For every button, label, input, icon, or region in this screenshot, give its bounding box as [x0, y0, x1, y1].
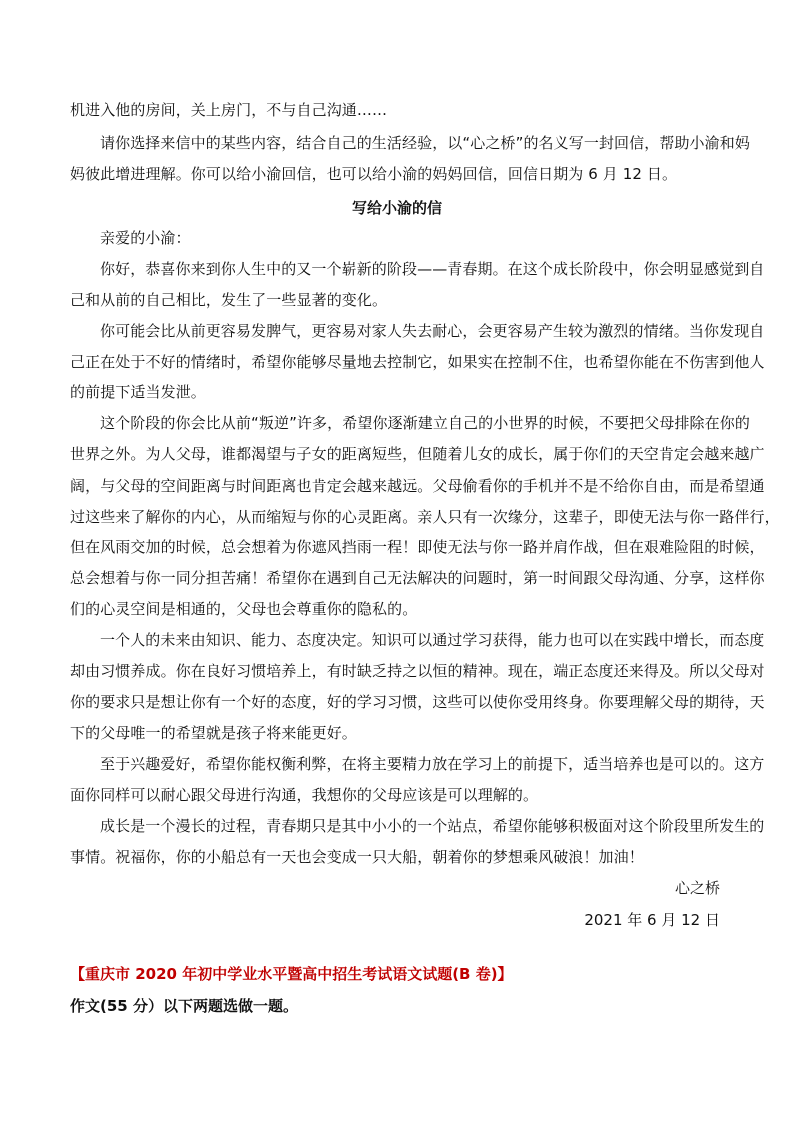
- instruction-line: 请你选择来信中的某些内容，结合自己的生活经验，以“心之桥”的名义写一封回信，帮助小渝和妈: [100, 134, 750, 152]
- paragraph-line: 但在风雨交加的时候，总会想着为你遮风挡雨一程！即使无法与你一路并肩作战，但在艰难险阻的时候，: [70, 538, 765, 556]
- paragraph-line: 世界之外。为人父母，谁都渴望与子女的距离短些，但随着儿女的成长，属于你们的天空肯定会越来越广: [70, 445, 765, 463]
- paragraph-line: 总会想着与你一同分担苦痛！希望你在遇到自己无法解决的问题时，第一时间跟父母沟通、分享，这样你: [70, 569, 765, 587]
- paragraph-line: 面你同样可以耐心跟父母进行沟通，我想你的父母应该是可以理解的。: [70, 786, 539, 804]
- exam-source-label: 【重庆市 2020 年初中学业水平暨高中招生考试语文试题(B 卷)】: [70, 965, 513, 983]
- letter-title: 写给小渝的信: [351, 199, 442, 217]
- paragraph-line: 你可能会比从前更容易发脾气，更容易对家人失去耐心，会更容易产生较为激烈的情绪。当你发现自: [100, 322, 765, 340]
- letter-date: 2021 年 6 月 12 日: [584, 911, 720, 929]
- paragraph-line: 一个人的未来由知识、能力、态度决定。知识可以通过学习获得，能力也可以在实践中增长，而态度: [100, 631, 765, 649]
- paragraph-line: 阔，与父母的空间距离与时间距离也肯定会越来越远。父母偷看你的手机并不是不给你自由，而是希望通: [70, 477, 765, 495]
- paragraph-line: 己正在处于不好的情绪时，希望你能够尽量地去控制它，如果实在控制不住，也希望你能在不伤害到他人: [70, 353, 765, 371]
- paragraph-line: 事情。祝福你，你的小船总有一天也会变成一只大船，朝着你的梦想乘风破浪！加油！: [70, 848, 644, 866]
- signature: 心之桥: [674, 879, 720, 897]
- paragraph-line: 至于兴趣爱好，希望你能权衡利弊，在将主要精力放在学习上的前提下，适当培养也是可以的。这方: [100, 755, 765, 773]
- paragraph-line: 己和从前的自己相比，发生了一些显著的变化。: [70, 291, 388, 309]
- intro-tail-line: 机进入他的房间，关上房门，不与自己沟通……: [70, 101, 388, 119]
- paragraph-line: 下的父母唯一的希望就是孩子将来能更好。: [70, 724, 357, 742]
- paragraph-line: 你的要求只是想让你有一个好的态度，好的学习习惯，这些可以使你受用终身。你要理解父母的期待，天: [70, 693, 765, 711]
- paragraph-line: 们的心灵空间是相通的，父母也会尊重你的隐私的。: [70, 600, 418, 618]
- paragraph-line: 这个阶段的你会比从前“叛逆”许多，希望你逐渐建立自己的小世界的时候，不要把父母排除在你的: [100, 414, 750, 432]
- essay-task-label: 作文(55 分）以下两题选做一题。: [70, 997, 298, 1015]
- paragraph-line: 你好，恭喜你来到你人生中的又一个崭新的阶段——青春期。在这个成长阶段中，你会明显感觉到自: [100, 260, 765, 278]
- paragraph-line: 却由习惯养成。你在良好习惯培养上，有时缺乏持之以恒的精神。现在，端正态度还来得及。所以父母对: [70, 662, 765, 680]
- paragraph-line: 的前提下适当发泄。: [70, 383, 206, 401]
- paragraph-line: 过这些来了解你的内心，从而缩短与你的心灵距离。亲人只有一次缘分，这辈子，即使无法与你一路伴行，: [70, 508, 780, 526]
- instruction-line: 妈彼此增进理解。你可以给小渝回信，也可以给小渝的妈妈回信，回信日期为 6 月 12 日。: [70, 165, 678, 183]
- paragraph-line: 成长是一个漫长的过程，青春期只是其中小小的一个站点，希望你能够积极面对这个阶段里所发生的: [100, 817, 765, 835]
- salutation: 亲爱的小渝：: [100, 229, 191, 247]
